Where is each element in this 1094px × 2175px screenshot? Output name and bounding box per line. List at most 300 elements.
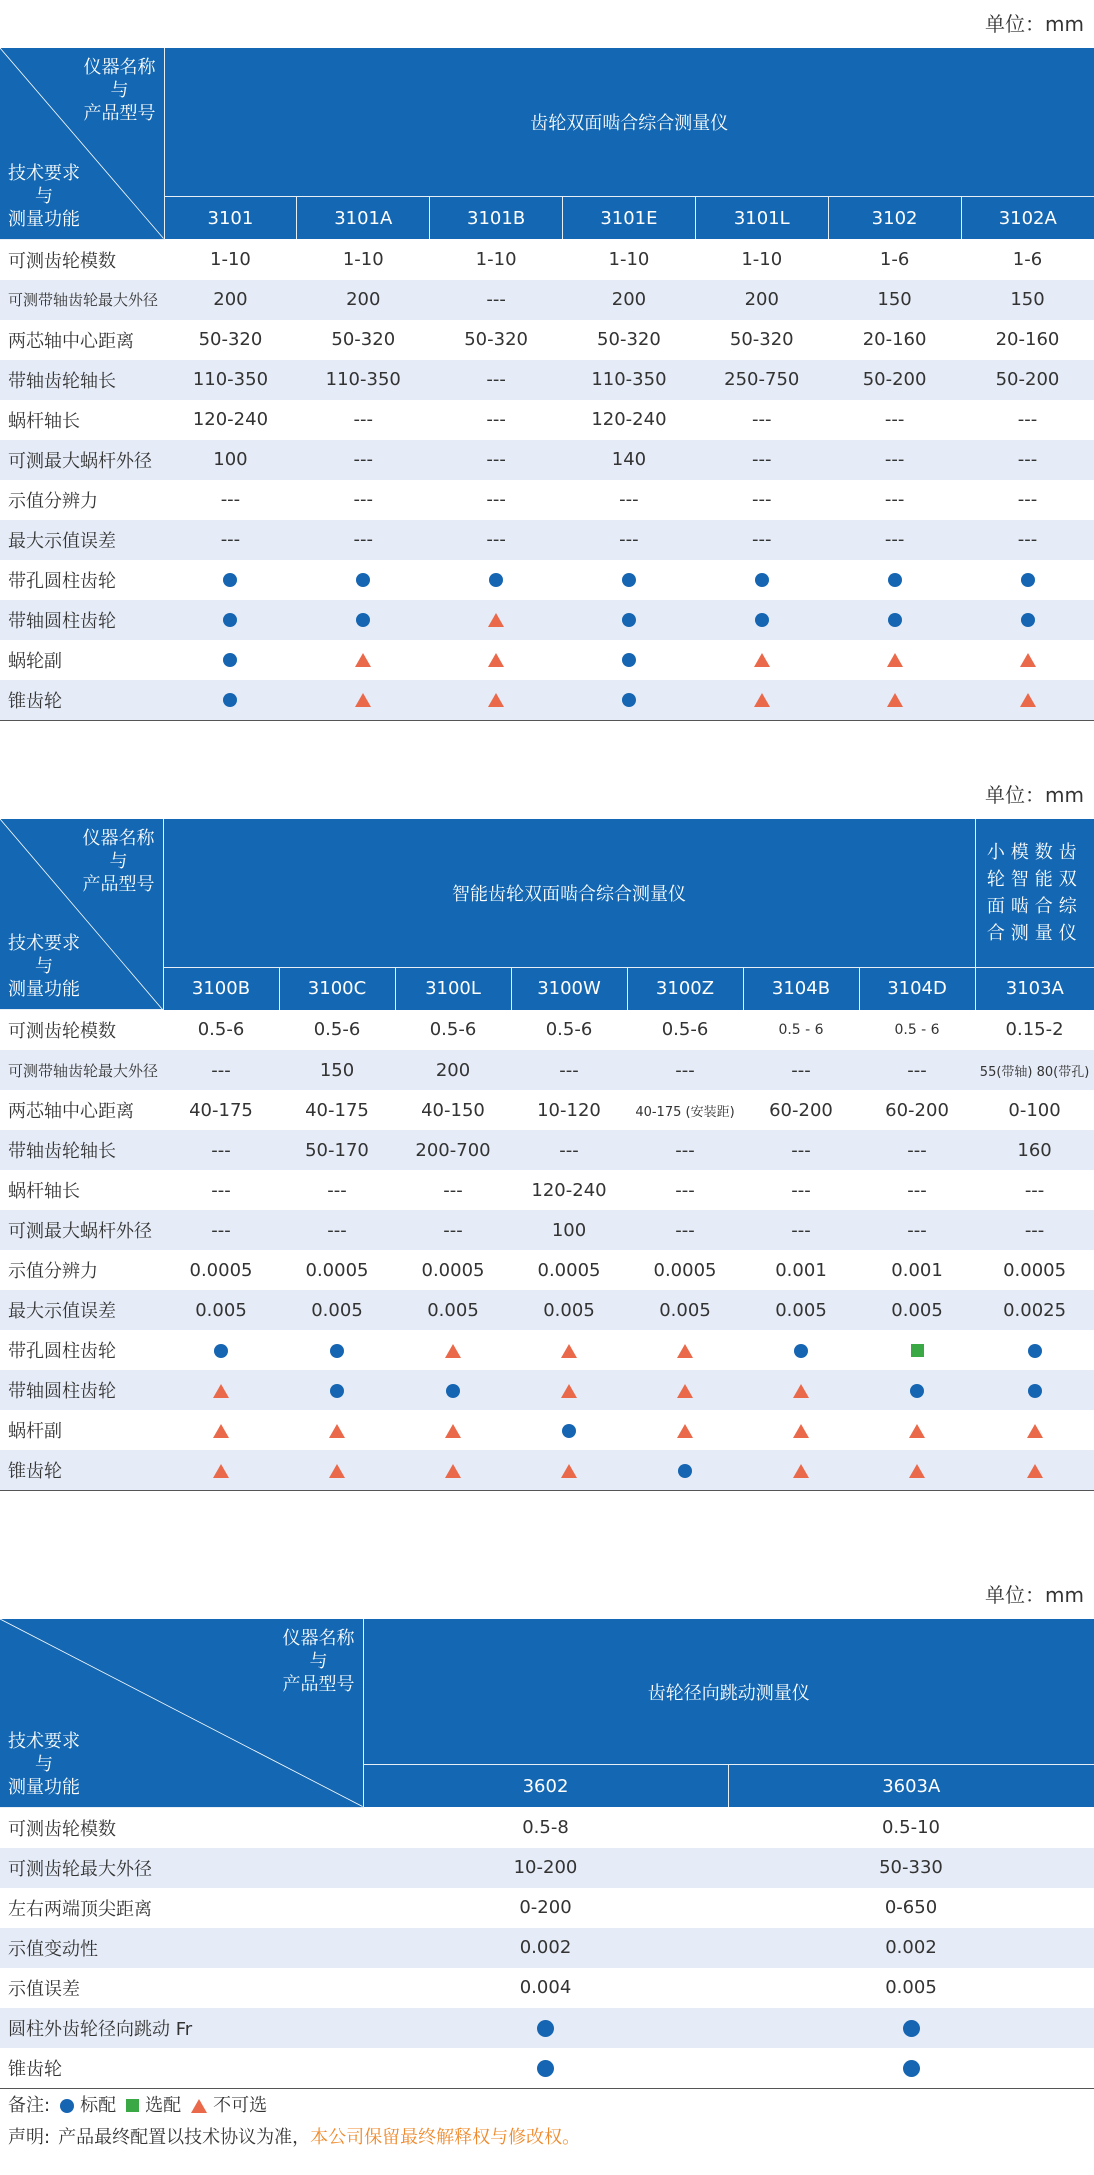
table-cell	[961, 560, 1094, 600]
table-cell: 160	[975, 1130, 1094, 1170]
spec-table-block	[0, 0, 1094, 721]
row-label: 圆柱外齿轮径向跳动 Fr	[0, 2008, 363, 2048]
standard-dot-icon	[330, 1384, 344, 1398]
table-cell	[828, 680, 961, 721]
table-row	[0, 560, 1094, 600]
table-cell	[164, 560, 297, 600]
table-row	[0, 1130, 1094, 1170]
row-label: 带轴齿轮轴长	[0, 1130, 163, 1170]
corner-header-cell	[0, 48, 164, 239]
instrument-title: 智能齿轮双面啮合综合测量仪	[163, 819, 975, 968]
unavailable-triangle-icon	[561, 1344, 577, 1358]
spec-table	[0, 1619, 1094, 2089]
table-cell: 0.5-6	[429, 1019, 477, 1041]
model-cell: 3101L	[695, 197, 828, 240]
table-row	[0, 440, 1094, 480]
table-cell: 100	[511, 1210, 627, 1250]
table-cell: 60-200	[885, 1099, 949, 1121]
row-label: 锥齿轮	[0, 680, 164, 721]
table-cell	[975, 1410, 1094, 1450]
model-cell: 3102A	[961, 197, 1094, 240]
table-cell: 110-350	[297, 360, 430, 400]
table-cell: ---	[511, 1130, 627, 1170]
table-cell	[395, 1450, 511, 1491]
table-cell: ---	[791, 1179, 811, 1201]
standard-dot-icon	[1028, 1384, 1042, 1398]
table-cell: 0.5-8	[522, 1816, 569, 1838]
row-label: 示值分辨力	[8, 1261, 98, 1282]
corner-top-line: 与	[109, 850, 128, 872]
table-cell: ---	[961, 520, 1094, 560]
table-cell: 0.0005	[189, 1259, 253, 1281]
table-cell	[695, 640, 828, 680]
section-gap	[0, 1491, 1094, 1571]
table-cell	[627, 1330, 743, 1370]
table-cell: ---	[486, 489, 506, 510]
table-cell: 0.5 - 6	[894, 1021, 940, 1038]
unit-label: 单位：mm	[985, 782, 1084, 807]
header-row	[0, 48, 1094, 197]
table-cell	[279, 1410, 395, 1450]
table-cell: 40-175 (安装距)	[635, 1104, 735, 1120]
table-row	[0, 1450, 1094, 1491]
model-cell: 3100C	[279, 967, 395, 1010]
table-cell	[430, 680, 563, 721]
standard-dot-icon	[356, 573, 370, 587]
table-cell: 0.5-10	[881, 1816, 941, 1838]
table-cell: ---	[752, 489, 772, 510]
table-cell: 50-320	[198, 329, 263, 350]
standard-dot-icon	[622, 693, 636, 707]
table-cell	[430, 600, 563, 640]
standard-dot-icon	[755, 573, 769, 587]
table-cell: ---	[443, 1179, 463, 1201]
statement-prefix: 声明:	[8, 2126, 51, 2148]
table-cell: 150	[279, 1050, 395, 1090]
spec-table-block	[0, 1571, 1094, 2089]
standard-dot-icon	[60, 2099, 74, 2113]
table-cell: 250-750	[695, 360, 828, 400]
table-cell: 0.005	[279, 1290, 395, 1330]
table-cell: 200-700	[395, 1130, 511, 1170]
table-cell: ---	[430, 360, 563, 400]
table-cell	[743, 1450, 859, 1491]
model-row	[0, 967, 1094, 1010]
table-cell: ---	[619, 489, 639, 510]
table-cell: 0.0005	[421, 1259, 485, 1281]
table-cell: 40-150	[421, 1099, 485, 1121]
table-cell	[961, 640, 1094, 680]
table-cell: ---	[752, 409, 772, 430]
table-cell: 50-170	[279, 1130, 395, 1170]
table-cell	[430, 640, 563, 680]
table-cell: ---	[695, 440, 828, 480]
standard-dot-icon	[446, 1384, 460, 1398]
standard-dot-icon	[356, 613, 370, 627]
corner-top-label	[83, 827, 155, 896]
unavailable-triangle-icon	[561, 1384, 577, 1398]
corner-top-line: 产品型号	[82, 873, 155, 895]
table-cell: 0.001	[775, 1259, 827, 1281]
table-cell: 0.0005	[305, 1259, 369, 1281]
table-cell: 0.0005	[1003, 1259, 1067, 1281]
table-cell: ---	[279, 1210, 395, 1250]
table-row	[0, 2048, 1094, 2089]
table-cell	[279, 1330, 395, 1370]
standard-dot-icon	[1028, 1344, 1042, 1358]
unavailable-triangle-icon	[445, 1344, 461, 1358]
table-row	[0, 1928, 1094, 1968]
table-row	[0, 1370, 1094, 1410]
table-cell	[279, 1370, 395, 1410]
table-cell	[695, 680, 828, 721]
corner-bottom-line: 与	[35, 1753, 53, 1775]
table-cell: ---	[1024, 1179, 1045, 1201]
table-cell	[627, 1450, 743, 1491]
model-cell: 3101E	[563, 197, 696, 240]
table-cell: 40-175	[189, 1099, 253, 1121]
table-cell	[859, 1330, 975, 1370]
table-cell	[297, 560, 430, 600]
title-line: 面啮合综	[986, 895, 1083, 917]
row-label: 示值分辨力	[8, 490, 98, 512]
model-cell: 3101A	[297, 197, 430, 240]
spec-table	[0, 819, 1094, 1492]
instrument-title: 齿轮径向跳动测量仪	[363, 1619, 1094, 1765]
table-row	[0, 1330, 1094, 1370]
table-cell: ---	[627, 1050, 743, 1090]
table-cell	[363, 2008, 728, 2048]
table-cell	[163, 1370, 279, 1410]
statement	[0, 2123, 1094, 2153]
unavailable-triangle-icon	[329, 1464, 345, 1478]
unavailable-triangle-icon	[355, 653, 371, 667]
table-cell	[511, 1330, 627, 1370]
standard-dot-icon	[888, 613, 902, 627]
unavailable-triangle-icon	[488, 693, 504, 707]
row-label: 带轴圆柱齿轮	[0, 600, 164, 640]
row-label: 带轴齿轮轴长	[0, 360, 164, 400]
table-cell: 0.5-6	[313, 1019, 361, 1041]
table-cell: 60-200	[769, 1099, 833, 1121]
table-row	[0, 1090, 1094, 1130]
table-cell: 0.005	[395, 1290, 511, 1330]
model-cell: 3101B	[430, 197, 563, 240]
table-cell	[395, 1410, 511, 1450]
table-cell: 1-10	[475, 248, 517, 270]
corner-bottom-label	[8, 932, 80, 1001]
unavailable-triangle-icon	[445, 1464, 461, 1478]
table-row	[0, 600, 1094, 640]
corner-bottom-line: 技术要求	[8, 933, 80, 954]
row-label: 蜗杆副	[8, 1421, 62, 1442]
model-cell: 3102	[828, 197, 961, 240]
model-row	[0, 197, 1094, 240]
table-cell: ---	[1017, 409, 1038, 430]
table-cell: 1-6	[879, 248, 910, 270]
optional-square-icon	[126, 2099, 139, 2112]
table-cell: 1-10	[210, 248, 251, 270]
table-cell: ---	[743, 1210, 859, 1250]
table-cell: ---	[828, 440, 961, 480]
table-row	[0, 1968, 1094, 2008]
unavailable-triangle-icon	[677, 1344, 693, 1358]
table-cell	[627, 1410, 743, 1450]
instrument-title: 齿轮双面啮合综合测量仪	[164, 48, 1094, 197]
table-cell: 0-650	[884, 1897, 938, 1918]
table-row	[0, 1250, 1094, 1290]
corner-top-line: 产品型号	[83, 103, 156, 124]
legend-item-label: 选配	[145, 2094, 182, 2116]
table-row	[0, 1210, 1094, 1250]
row-label: 左右两端顶尖距离	[8, 1898, 152, 1920]
standard-dot-icon	[794, 1344, 808, 1358]
table-cell: ---	[743, 1050, 859, 1090]
table-cell: 50-320	[597, 329, 661, 350]
table-cell: ---	[163, 1210, 279, 1250]
model-cell: 3104B	[743, 967, 859, 1010]
table-cell: 1-6	[1012, 248, 1043, 270]
table-row	[0, 2008, 1094, 2048]
table-cell: 100	[164, 440, 297, 480]
table-cell	[430, 560, 563, 600]
header-row	[0, 1619, 1094, 1765]
title-line: 合测量仪	[986, 922, 1083, 944]
table-cell: 40-175	[305, 1099, 369, 1121]
row-label: 可测齿轮模数	[8, 1021, 116, 1042]
corner-bottom-line: 测量功能	[8, 208, 80, 230]
table-cell	[511, 1370, 627, 1410]
unavailable-triangle-icon	[677, 1424, 693, 1438]
legend-prefix: 备注:	[8, 2094, 51, 2116]
row-label: 带孔圆柱齿轮	[8, 1341, 116, 1362]
table-cell: 1-10	[342, 248, 384, 270]
table-cell: 0.002	[363, 1928, 728, 1968]
table-cell: 110-350	[164, 360, 297, 400]
table-cell: 140	[563, 440, 696, 480]
row-label: 可测带轴齿轮最大外径	[0, 280, 164, 320]
table-cell	[743, 1370, 859, 1410]
unavailable-triangle-icon	[793, 1384, 809, 1398]
unavailable-triangle-icon	[191, 2099, 207, 2113]
table-row	[0, 1010, 1094, 1051]
table-cell: ---	[163, 1130, 279, 1170]
table-cell: 150	[961, 280, 1094, 320]
table-cell: 120-240	[531, 1179, 607, 1201]
table-cell: 0.0025	[975, 1290, 1094, 1330]
table-row	[0, 1807, 1094, 1848]
table-cell	[627, 1370, 743, 1410]
standard-dot-icon	[622, 613, 636, 627]
unit-label: 单位：mm	[985, 1583, 1084, 1607]
table-cell: ---	[884, 409, 905, 430]
table-cell	[563, 560, 696, 600]
row-label: 可测最大蜗杆外径	[0, 1210, 163, 1250]
unavailable-triangle-icon	[213, 1464, 229, 1478]
corner-header-cell	[0, 819, 163, 1010]
table-cell: 0.005	[885, 1977, 937, 1998]
table-cell: 0.005	[511, 1290, 627, 1330]
table-cell: ---	[211, 1179, 231, 1201]
row-label: 示值变动性	[0, 1928, 363, 1968]
standard-dot-icon	[888, 573, 902, 587]
model-cell: 3103A	[975, 967, 1094, 1010]
model-cell: 3602	[363, 1765, 728, 1808]
standard-dot-icon	[622, 573, 636, 587]
table-cell	[743, 1410, 859, 1450]
table-cell: ---	[961, 440, 1094, 480]
table-row	[0, 1410, 1094, 1450]
table-cell: 120-240	[192, 409, 269, 430]
unavailable-triangle-icon	[1027, 1464, 1043, 1478]
table-cell: ---	[395, 1210, 511, 1250]
table-cell: 0.15-2	[1005, 1019, 1064, 1041]
table-cell	[563, 640, 696, 680]
standard-dot-icon	[562, 1424, 576, 1438]
table-cell	[163, 1450, 279, 1491]
statement-highlight: 本公司保留最终解释权与修改权。	[310, 2126, 581, 2148]
model-cell: 3100Z	[627, 967, 743, 1010]
table-cell	[297, 640, 430, 680]
unavailable-triangle-icon	[1020, 653, 1036, 667]
table-cell: 200	[297, 280, 430, 320]
table-cell: 50-200	[961, 360, 1094, 400]
model-cell: 3100L	[395, 967, 511, 1010]
table-row	[0, 1170, 1094, 1210]
standard-dot-icon	[330, 1344, 344, 1358]
row-label: 带孔圆柱齿轮	[8, 570, 116, 592]
corner-bottom-line: 与	[35, 956, 53, 977]
table-cell	[828, 560, 961, 600]
corner-top-label	[283, 1627, 355, 1696]
table-cell: ---	[859, 1210, 975, 1250]
section-gap	[0, 721, 1094, 771]
standard-dot-icon	[755, 613, 769, 627]
table-cell	[743, 1330, 859, 1370]
table-row	[0, 1848, 1094, 1888]
table-cell	[728, 2048, 1094, 2089]
table-cell	[511, 1450, 627, 1491]
table-cell: ---	[220, 489, 241, 510]
table-row	[0, 280, 1094, 320]
model-cell: 3603A	[728, 1765, 1094, 1808]
corner-bottom-line: 技术要求	[8, 1730, 80, 1752]
row-label: 锥齿轮	[0, 1450, 163, 1491]
table-cell: ---	[675, 1179, 695, 1201]
table-cell	[164, 680, 297, 721]
table-cell: 200	[695, 280, 828, 320]
table-cell	[859, 1450, 975, 1491]
table-cell	[297, 680, 430, 721]
table-cell: ---	[695, 520, 828, 560]
table-row	[0, 320, 1094, 360]
table-row	[0, 480, 1094, 520]
row-label: 两芯轴中心距离	[8, 1101, 134, 1122]
table-cell	[859, 1370, 975, 1410]
table-cell: ---	[430, 440, 563, 480]
table-cell	[279, 1450, 395, 1491]
table-row	[0, 400, 1094, 440]
table-row	[0, 239, 1094, 280]
unit-label: 单位：mm	[985, 12, 1084, 36]
title-line: 小模数齿	[986, 841, 1083, 863]
table-cell: ---	[163, 1050, 279, 1090]
unavailable-triangle-icon	[887, 693, 903, 707]
row-label: 蜗杆轴长	[8, 1181, 80, 1202]
table-cell	[563, 600, 696, 640]
table-cell: 120-240	[591, 409, 667, 430]
table-cell: 10-120	[537, 1099, 601, 1121]
unavailable-triangle-icon	[329, 1424, 345, 1438]
table-cell	[163, 1410, 279, 1450]
corner-top-line: 与	[309, 1651, 328, 1672]
row-label: 蜗轮副	[8, 650, 62, 672]
table-cell: 0.5-6	[661, 1019, 709, 1041]
table-cell: ---	[511, 1050, 627, 1090]
table-cell: ---	[884, 489, 905, 510]
table-row	[0, 640, 1094, 680]
corner-top-line: 与	[110, 80, 129, 101]
unavailable-triangle-icon	[561, 1464, 577, 1478]
table-cell: 0.001	[891, 1259, 943, 1281]
spec-table-block	[0, 771, 1094, 1492]
table-cell: 1-10	[741, 248, 783, 270]
corner-bottom-line: 与	[35, 185, 53, 207]
standard-dot-icon	[489, 573, 503, 587]
corner-top-line: 仪器名称	[83, 57, 156, 78]
table-cell: 50-320	[464, 329, 528, 350]
unavailable-triangle-icon	[1020, 693, 1036, 707]
row-label: 可测齿轮模数	[8, 1818, 116, 1840]
table-cell: 10-200	[363, 1848, 728, 1888]
table-cell: ---	[743, 1130, 859, 1170]
table-cell	[563, 680, 696, 721]
table-row	[0, 1290, 1094, 1330]
table-row	[0, 360, 1094, 400]
model-cell: 3100B	[163, 967, 279, 1010]
standard-dot-icon	[678, 1464, 692, 1478]
corner-top-line: 仪器名称	[282, 1628, 355, 1649]
table-cell: 0.5-6	[545, 1019, 593, 1041]
table-cell: ---	[627, 1130, 743, 1170]
corner-header-cell	[0, 1619, 363, 1807]
table-cell	[695, 600, 828, 640]
table-cell	[695, 560, 828, 600]
standard-dot-icon	[223, 613, 237, 627]
table-cell: 0.0005	[653, 1259, 717, 1281]
corner-bottom-label	[8, 1730, 80, 1799]
legend	[0, 2089, 1094, 2123]
table-cell: ---	[164, 520, 297, 560]
table-cell: ---	[907, 1179, 927, 1201]
table-cell: ---	[486, 409, 506, 430]
optional-square-icon	[911, 1344, 924, 1357]
table-cell: ---	[353, 489, 374, 510]
table-cell	[975, 1370, 1094, 1410]
row-label: 两芯轴中心距离	[8, 330, 134, 352]
corner-bottom-line: 技术要求	[8, 162, 80, 184]
legend-item-label: 标配	[80, 2094, 117, 2116]
table-cell: 0.0005	[537, 1259, 601, 1281]
table-cell	[164, 640, 297, 680]
table-cell: 200	[563, 280, 696, 320]
table-cell	[395, 1370, 511, 1410]
row-label: 最大示值误差	[0, 520, 164, 560]
table-cell: ---	[430, 520, 563, 560]
corner-top-line: 仪器名称	[82, 827, 155, 849]
table-cell: 0-200	[519, 1897, 572, 1918]
table-cell: 0.5 - 6	[778, 1021, 824, 1038]
